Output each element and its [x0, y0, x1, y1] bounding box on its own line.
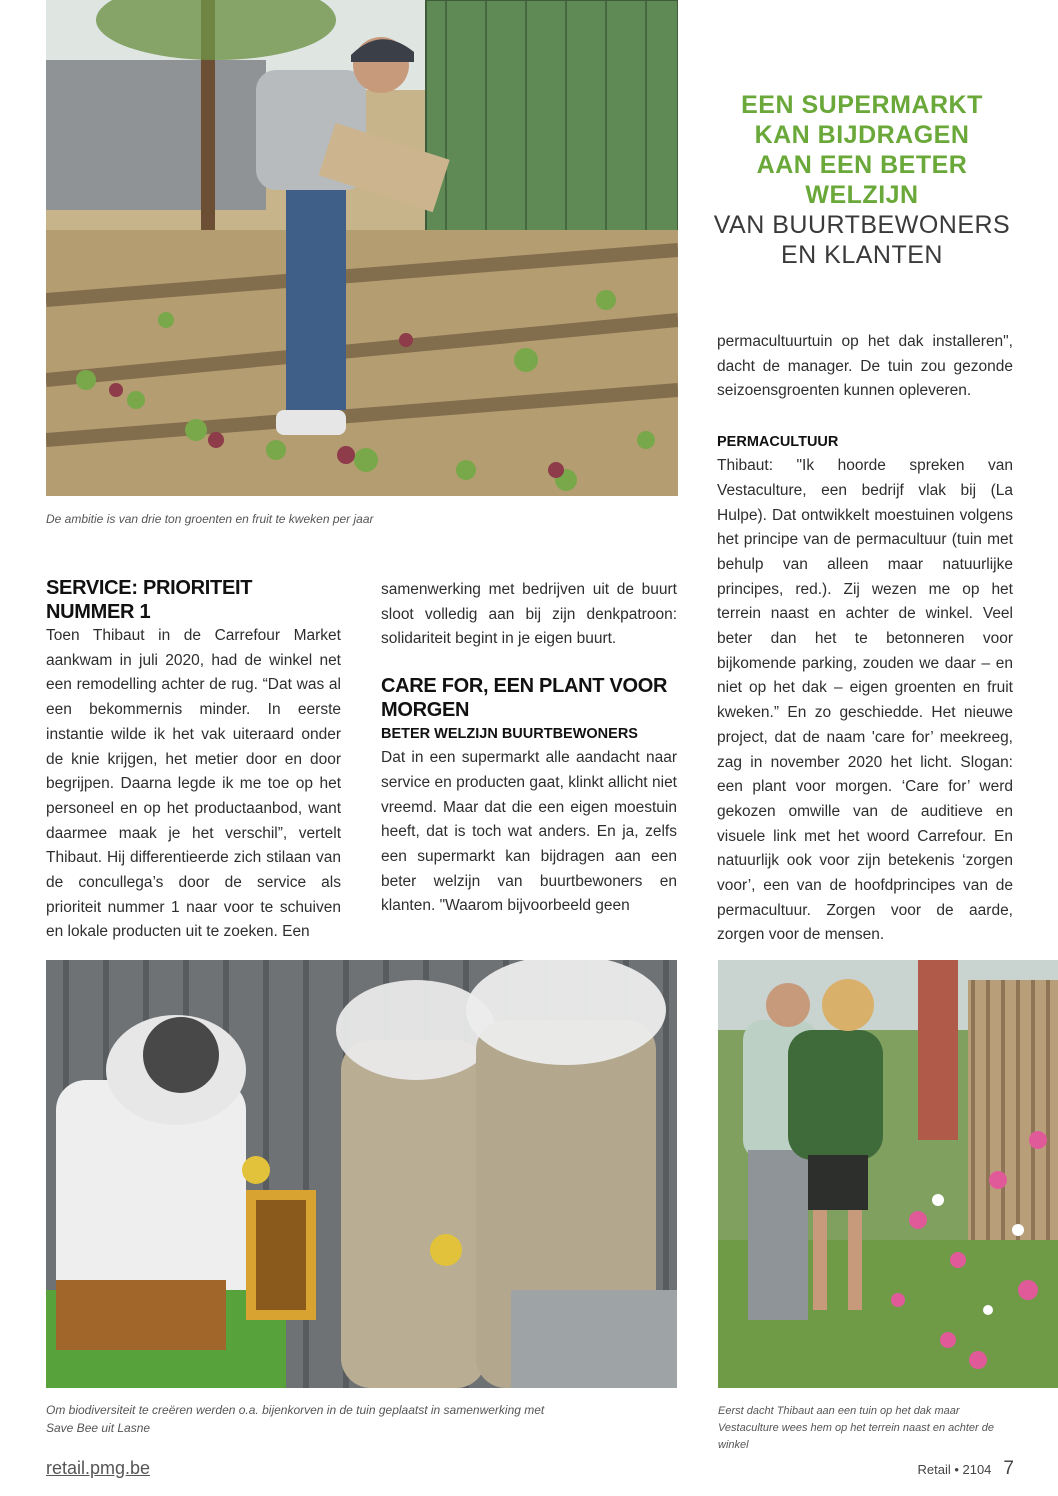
bees-photo-caption: Om biodiversiteit te creëren werden o.a. bijenkorven in de tuin geplaatst in samenwerking met Save Bee uit Lasne [46, 1403, 545, 1435]
paragraph: permacultuurtuin op het dak installeren", dacht de manager. De tuin zou gezonde seizoensgroenten kunnen opleveren. [717, 333, 1013, 400]
paragraph: Dat in een supermarkt alle aandacht naar service en producten gaat, klinkt allicht niet vreemd. Maar dat die een eigen moestuin heeft, dat is toch wat anders. En ja, zelfs een supermarkt kan bijdragen aan een beter welzijn van buurtbewoners en klanten. "Waarom bijvoorbeeld geen [381, 749, 677, 915]
section-subheading: PERMACULTUUR [717, 434, 839, 451]
article-column-1 [46, 576, 341, 945]
article-column-2 [381, 578, 677, 919]
section-heading: CARE FOR, EEN PLANT VOOR MORGEN [381, 675, 668, 722]
pull-quote-line: AAN EEN BETER [756, 151, 968, 179]
pull-quote [706, 90, 1018, 270]
website-link[interactable]: retail.pmg.be [46, 1458, 151, 1478]
garden-worker-photo [46, 0, 678, 496]
article-column-3 [717, 330, 1013, 948]
top-photo-caption: De ambitie is van drie ton groenten en fruit te kweken per jaar [46, 512, 374, 526]
page-footer [917, 1458, 1014, 1480]
garden-photo-caption: Eerst dacht Thibaut aan een tuin op het dak maar Vestaculture wees hem op het terrein naast en achter de winkel [718, 1405, 994, 1451]
pull-quote-line: EN KLANTEN [781, 241, 943, 269]
pull-quote-line: EEN SUPERMARKT [741, 91, 983, 119]
beekeepers-photo [46, 960, 677, 1388]
page-number: 7 [1003, 1458, 1014, 1479]
pull-quote-line: VAN BUURTBEWONERS [713, 211, 1011, 239]
paragraph: Toen Thibaut in de Carrefour Market aankwam in juli 2020, had de winkel net een remodelling achter de rug. “Dat was al een bekommernis minder. In eerste instantie wilde ik het vak uiteraard onder de knie krijgen, het metier door en door begrijpen. Daarna legde ik me toe op het personeel en op het productaanbod, want daarmee maak je het verschil”, vertelt Thibaut. Hij differentieerde zich stilaan van de concullega’s door de service als prioriteit nummer 1 naar voor te schuiven en lokale producten uit te zoeken. Een [46, 627, 341, 941]
garden-visit-photo [718, 960, 1058, 1388]
paragraph: samenwerking met bedrijven uit de buurt sloot volledig aan bij zijn denkpatroon: solidariteit begint in je eigen buurt. [381, 581, 677, 648]
section-subheading: BETER WELZIJN BUURTBEWONERS [381, 726, 638, 743]
pull-quote-line: WELZIJN [805, 181, 919, 209]
paragraph: Thibaut: "Ik hoorde spreken van Vestaculture, een bedrijf vlak bij (La Hulpe). Dat ontwikkelt moestuinen volgens het principe van de permacultuur (tuin met behulp van alleen maar natuurlijke principes, red.). Zij wezen me op het terrein naast en achter de winkel. Veel beter dan het te betonneren voor bijkomende parking, zouden we daar – en niet op het dak – eigen groenten en fruit kweken.” En zo geschiedde. Het nieuwe project, dat de naam 'care for’ meekreeg, zag in november 2020 het licht. Slogan: een plant voor morgen. ‘Care for’ werd gekozen omwille van de auditieve en visuele link met het woord Carrefour. En natuurlijk ook voor zijn betekenis ‘zorgen voor’, een van de hoofdprincipes van de permacultuur. Zorgen voor de aarde, zorgen voor de mensen. [717, 457, 1013, 944]
section-heading: SERVICE: PRIORITEIT NUMMER 1 [46, 577, 253, 623]
pull-quote-line: KAN BIJDRAGEN [754, 121, 970, 149]
issue-label: Retail • 2104 [917, 1462, 992, 1477]
